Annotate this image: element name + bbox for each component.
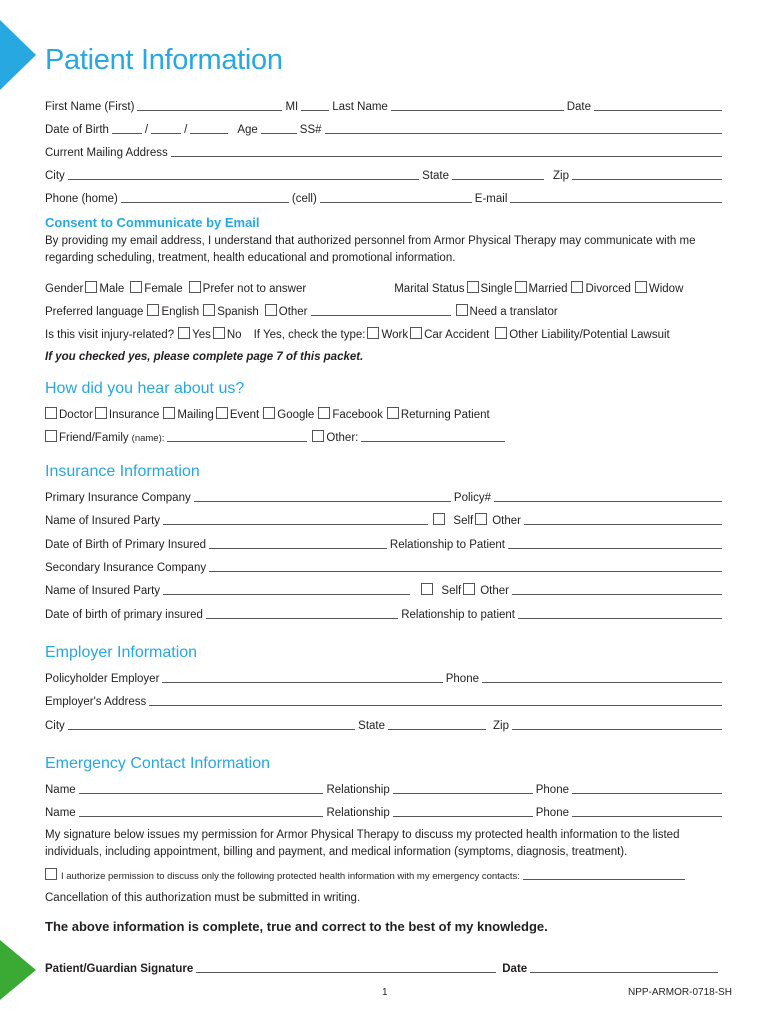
relationship-2-field[interactable] [518,607,722,619]
insurance-heading: Insurance Information [45,463,200,480]
gender-row: Gender Male Female Prefer not to answer Marital Status Single Married Divorced Widow [45,283,684,295]
age-field[interactable] [261,122,297,134]
insured-other-checkbox[interactable] [475,513,487,525]
dob-primary-row: Date of Birth of Primary Insured Relationship to Patient [45,535,725,551]
secondary-insurance-row: Secondary Insurance Company [45,558,725,574]
hear-returning-checkbox[interactable] [387,407,399,419]
emergency-contact-2-row: Name Relationship Phone [45,803,725,819]
primary-insurance-row: Primary Insurance Company Policy# [45,488,725,504]
marital-single-checkbox[interactable] [467,281,479,293]
cancellation-text: Cancellation of this authorization must be submitted in writing. [45,892,361,904]
hear-other-checkbox[interactable] [312,430,324,442]
employer-address-field[interactable] [149,694,722,706]
hear-event-checkbox[interactable] [216,407,228,419]
cell-phone-field[interactable] [320,191,472,203]
emergency-1-relationship-field[interactable] [393,782,533,794]
page-number: 1 [382,987,388,998]
language-row: Preferred language English Spanish Other Need a translator [45,306,558,318]
authorize-row: I authorize permission to discuss only the following protected health information with my emergency contacts: [45,866,725,882]
blue-triangle-decoration [0,20,36,90]
phone-row: Phone (home) (cell) E-mail [45,189,725,205]
hear-friend-row: Friend/Family (name): Other: [45,428,725,444]
injury-work-checkbox[interactable] [367,327,379,339]
home-phone-field[interactable] [121,191,289,203]
emergency-heading: Emergency Contact Information [45,755,270,772]
insured-other-field[interactable] [524,513,722,525]
hear-insurance-checkbox[interactable] [95,407,107,419]
insured-2-other-checkbox[interactable] [463,583,475,595]
consent-text: By providing my email address, I understand that authorized personnel from Armor Physical Therapy may communicate with me regarding scheduling, treatment, health educational and promotional information. [45,235,696,264]
dob-month-field[interactable] [112,122,142,134]
policyholder-field[interactable] [162,671,442,683]
authorize-field[interactable] [523,868,685,880]
authorize-checkbox[interactable] [45,868,57,880]
marital-widow-checkbox[interactable] [635,281,647,293]
hear-friend-checkbox[interactable] [45,430,57,442]
last-name-field[interactable] [391,99,564,111]
dob-row: Date of Birth / / Age SS# [45,120,725,136]
dob-year-field[interactable] [190,122,228,134]
hear-facebook-checkbox[interactable] [318,407,330,419]
insured-party-2-row: Name of Insured Party Self Other [45,581,725,597]
hear-mailing-checkbox[interactable] [163,407,175,419]
ssn-field[interactable] [325,122,722,134]
first-name-field[interactable] [137,99,282,111]
relationship-field[interactable] [508,537,722,549]
primary-company-field[interactable] [194,490,451,502]
hear-doctor-checkbox[interactable] [45,407,57,419]
injury-no-checkbox[interactable] [213,327,225,339]
insured-2-other-field[interactable] [512,583,722,595]
insured-self-checkbox[interactable] [433,513,445,525]
dob-primary-2-row: Date of birth of primary insured Relationship to patient [45,605,725,621]
emergency-2-name-field[interactable] [79,805,324,817]
policy-field[interactable] [494,490,722,502]
emergency-2-phone-field[interactable] [572,805,722,817]
gender-female-checkbox[interactable] [130,281,142,293]
language-spanish-checkbox[interactable] [203,304,215,316]
injury-row: Is this visit injury-related? Yes No If Yes, check the type: Work Car Accident Other Liability/Potential Lawsuit [45,329,670,341]
employer-city-row: City State Zip [45,716,725,732]
insured-party-field[interactable] [163,513,428,525]
translator-checkbox[interactable] [456,304,468,316]
hear-other-field[interactable] [361,430,505,442]
employer-state-field[interactable] [388,718,486,730]
zip-field[interactable] [572,168,722,180]
language-other-field[interactable] [311,304,451,316]
hear-heading: How did you hear about us? [45,380,245,397]
state-field[interactable] [452,168,544,180]
mi-field[interactable] [301,99,329,111]
permission-text: My signature below issues my permission for Armor Physical Therapy to discuss my protected health information to the listed individuals, including appointment, billing and payment, and medical information (symptoms, diagnosis, treatment). [45,829,680,858]
language-other-checkbox[interactable] [265,304,277,316]
marital-divorced-checkbox[interactable] [571,281,583,293]
language-english-checkbox[interactable] [147,304,159,316]
signature-date-field[interactable] [530,961,718,973]
policyholder-row: Policyholder Employer Phone [45,669,725,685]
attestation-text: The above information is complete, true and correct to the best of my knowledge. [45,919,548,934]
page-title: Patient Information [45,44,283,76]
employer-city-field[interactable] [68,718,355,730]
injury-other-liability-checkbox[interactable] [495,327,507,339]
injury-car-accident-checkbox[interactable] [410,327,422,339]
signature-row: Patient/Guardian Signature Date [45,959,725,975]
city-field[interactable] [68,168,419,180]
employer-address-row: Employer's Address [45,692,725,708]
friend-name-field[interactable] [167,430,307,442]
injury-yes-checkbox[interactable] [178,327,190,339]
city-row: City State Zip [45,166,725,182]
employer-zip-field[interactable] [512,718,722,730]
emergency-1-name-field[interactable] [79,782,324,794]
hear-options-row: Doctor Insurance Mailing Event Google Facebook Returning Patient [45,405,725,421]
form-code: NPP-ARMOR-0718-SH [628,987,732,998]
email-field[interactable] [510,191,722,203]
dob-primary-field[interactable] [209,537,387,549]
signature-field[interactable] [196,961,496,973]
hear-google-checkbox[interactable] [263,407,275,419]
name-row: First Name (First) MI Last Name Date [45,97,725,113]
gender-male-checkbox[interactable] [85,281,97,293]
injury-note: If you checked yes, please complete page 7 of this packet. [45,351,364,363]
dob-day-field[interactable] [151,122,181,134]
employer-phone-field[interactable] [482,671,722,683]
green-triangle-decoration [0,940,36,1000]
insured-party-2-field[interactable] [163,583,410,595]
insured-party-row: Name of Insured Party Self Other [45,511,725,527]
consent-heading: Consent to Communicate by Email [45,215,260,230]
emergency-contact-1-row: Name Relationship Phone [45,780,725,796]
emergency-1-phone-field[interactable] [572,782,722,794]
date-field[interactable] [594,99,722,111]
dob-primary-2-field[interactable] [206,607,398,619]
emergency-2-relationship-field[interactable] [393,805,533,817]
mailing-row: Current Mailing Address [45,143,725,159]
secondary-company-field[interactable] [209,560,722,572]
mailing-address-field[interactable] [171,145,722,157]
gender-prefer-not-checkbox[interactable] [189,281,201,293]
marital-married-checkbox[interactable] [515,281,527,293]
employer-heading: Employer Information [45,644,198,661]
insured-2-self-checkbox[interactable] [421,583,433,595]
